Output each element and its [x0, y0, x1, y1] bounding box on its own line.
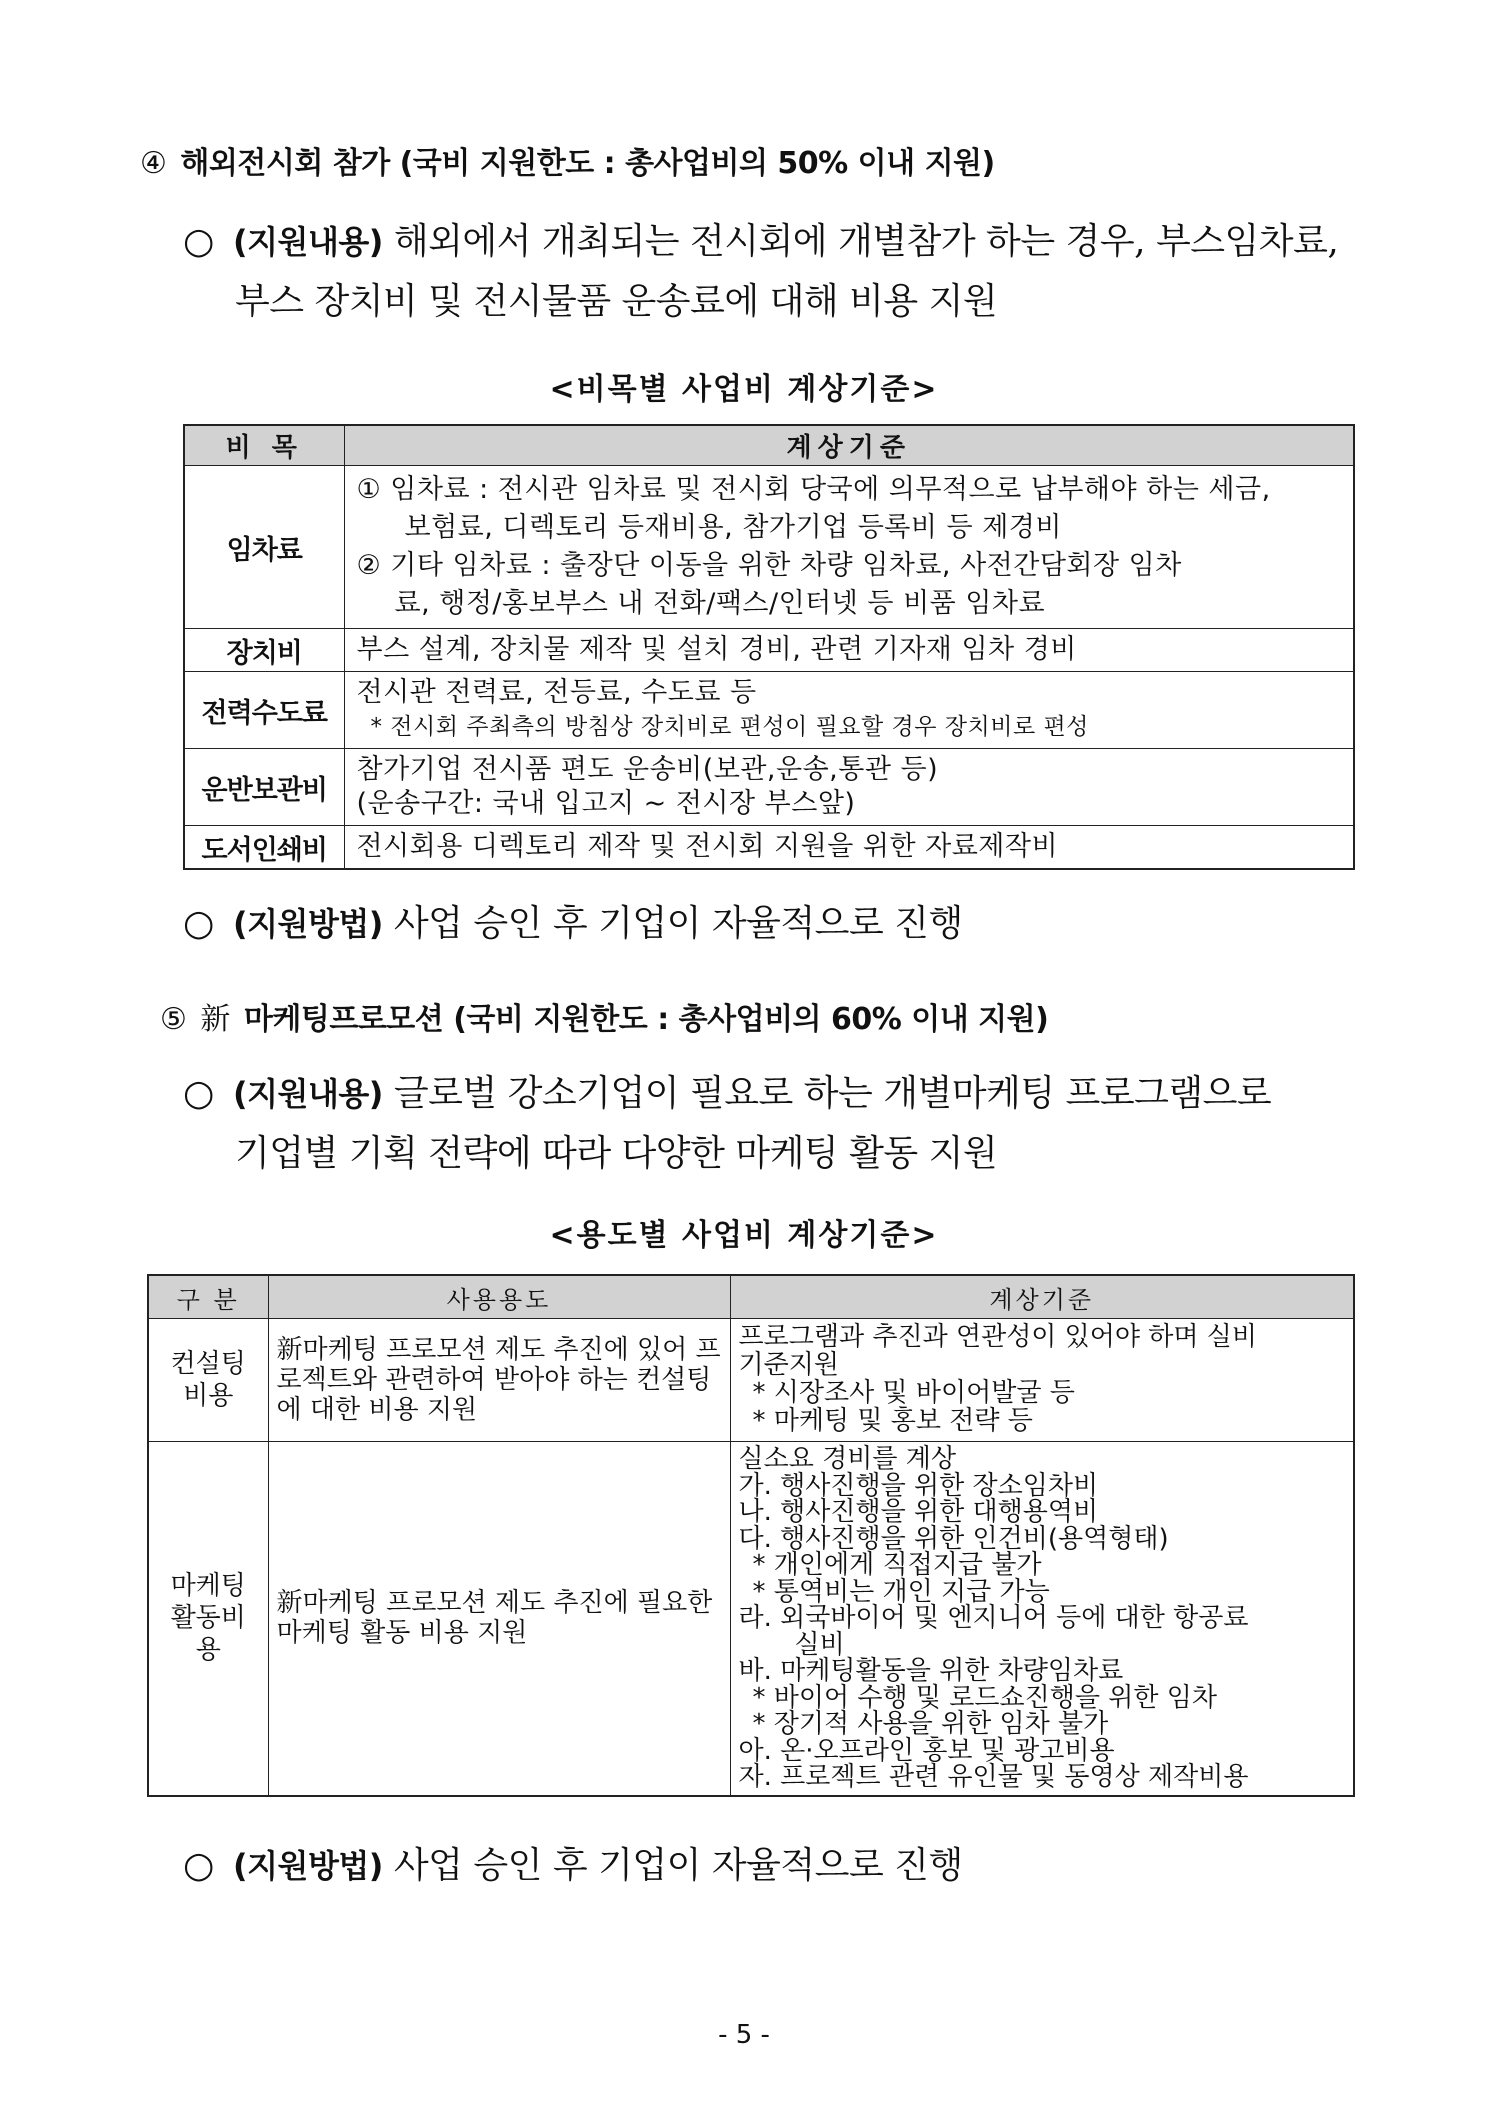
criteria-line: * 개인에게 직접지급 불가 — [752, 1550, 1042, 1580]
row-criteria — [344, 749, 1354, 826]
bullet-label: (지원내용) — [233, 1075, 383, 1113]
criteria-line: 전시회용 디렉토리 제작 및 전시회 지원을 위한 자료제작비 — [356, 831, 1059, 862]
header-cell: 계상기준 — [730, 1275, 1354, 1319]
criteria-line: 프로그램과 추진과 연관성이 있어야 하며 실비 — [738, 1322, 1258, 1352]
section-title: 마케팅프로모션 (국비 지원한도 : 총사업비의 60% 이내 지원) — [243, 1002, 1049, 1037]
criteria-line: ① 임차료 : 전시관 임차료 및 전시회 당국에 의무적으로 납부해야 하는 세금, — [356, 474, 1271, 505]
row-label — [148, 1319, 268, 1442]
header-cell: 구 분 — [148, 1275, 268, 1319]
row-criteria — [344, 672, 1354, 749]
row-criteria — [344, 629, 1354, 672]
table-row — [184, 672, 1354, 749]
criteria-line: 아. 온·오프라인 홍보 및 광고비용 — [738, 1735, 1115, 1766]
criteria-line: 바. 마케팅활동을 위한 차량임차료 — [738, 1656, 1124, 1686]
row-criteria — [730, 1319, 1354, 1442]
section-number: ⑤ — [160, 1002, 187, 1037]
criteria-line: 실비 — [794, 1629, 845, 1660]
bullet-text: 사업 승인 후 기업이 자율적으로 진행 — [393, 903, 963, 944]
table-header-row — [184, 425, 1354, 466]
table-row — [184, 629, 1354, 672]
row-label — [148, 1442, 268, 1796]
header-cell: 비 목 — [184, 425, 344, 466]
section-4-heading — [140, 138, 995, 182]
row-label-line: 용 — [195, 1635, 221, 1666]
table-caption: <비목별 사업비 계상기준> — [549, 372, 939, 407]
row-label-line: 활동비 — [170, 1603, 246, 1634]
row-label: 임차료 — [184, 466, 344, 629]
section-5-heading — [160, 994, 1048, 1038]
bullet-label: (지원방법) — [233, 905, 383, 943]
row-usage: 新마케팅 프로모션 제도 추진에 있어 프로젝트와 관련하여 받아야 하는 컨설팅에 대한 비용 지원 — [268, 1319, 730, 1442]
criteria-line: (운송구간: 국내 입고지 ~ 전시장 부스앞) — [356, 788, 856, 819]
row-criteria — [730, 1442, 1354, 1796]
row-criteria — [344, 466, 1354, 629]
bullet-text: 글로벌 강소기업이 필요로 하는 개별마케팅 프로그램으로 — [393, 1073, 1272, 1114]
page-number: - 5 - — [718, 2020, 770, 2050]
support-method-bullet — [183, 894, 1355, 954]
table-caption: <용도별 사업비 계상기준> — [549, 1218, 939, 1253]
bullet-text: 사업 승인 후 기업이 자율적으로 진행 — [393, 1845, 963, 1886]
table-header-row — [148, 1275, 1354, 1319]
criteria-line: 참가기업 전시품 편도 운송비(보관,운송,통관 등) — [356, 754, 939, 785]
criteria-line: 라. 외국바이어 및 엔지니어 등에 대한 항공료 — [738, 1603, 1249, 1633]
support-method-bullet — [183, 1836, 1355, 1896]
header-cell: 사용용도 — [268, 1275, 730, 1319]
bullet-label: (지원방법) — [233, 1847, 383, 1885]
criteria-line: * 통역비는 개인 지급 가능 — [752, 1576, 1050, 1607]
criteria-line: * 장기적 사용을 위한 임차 불가 — [752, 1709, 1109, 1739]
bullet-mark: ○ — [183, 1073, 214, 1114]
criteria-note: * 전시회 주최측의 방침상 장치비로 편성이 필요할 경우 장치비로 편성 — [370, 714, 1089, 740]
support-content-bullet — [183, 212, 1355, 332]
row-label-line: 마케팅 — [170, 1571, 246, 1602]
header-cell: 계상기준 — [344, 425, 1354, 466]
bullet-text: 해외에서 개최되는 전시회에 개별참가 하는 경우, 부스임차료, — [393, 221, 1339, 262]
row-label: 전력수도료 — [184, 672, 344, 749]
criteria-line: * 바이어 수행 및 로드쇼진행을 위한 임차 — [752, 1682, 1217, 1713]
criteria-line: 부스 설계, 장치물 제작 및 설치 경비, 관련 기자재 임차 경비 — [356, 634, 1077, 665]
criteria-line: 실소요 경비를 계상 — [738, 1444, 956, 1474]
row-label: 도서인쇄비 — [184, 826, 344, 870]
criteria-line: 가. 행사진행을 위한 장소임차비 — [738, 1470, 1099, 1501]
row-label: 운반보관비 — [184, 749, 344, 826]
criteria-line: ② 기타 임차료 : 출장단 이동을 위한 차량 임차료, 사전간담회장 임차 — [356, 550, 1182, 581]
row-usage: 新마케팅 프로모션 제도 추진에 필요한 마케팅 활동 비용 지원 — [268, 1442, 730, 1796]
bullet-text-continued: 기업별 기획 전략에 따라 다양한 마케팅 활동 지원 — [235, 1133, 998, 1174]
bullet-mark: ○ — [183, 221, 214, 262]
bullet-mark: ○ — [183, 1845, 214, 1886]
criteria-line: 전시관 전력료, 전등료, 수도료 등 — [356, 677, 757, 708]
criteria-line: 보험료, 디렉토리 등재비용, 참가기업 등록비 등 제경비 — [404, 512, 1062, 543]
section-title: 해외전시회 참가 (국비 지원한도 : 총사업비의 50% 이내 지원) — [180, 146, 995, 181]
new-mark: 新 — [200, 1002, 230, 1037]
table-row — [148, 1442, 1354, 1796]
table-row — [148, 1319, 1354, 1442]
row-label: 장치비 — [184, 629, 344, 672]
criteria-line: 나. 행사진행을 위한 대행용역비 — [738, 1497, 1099, 1527]
criteria-line: 다. 행사진행을 위한 인건비(용역형태) — [738, 1523, 1169, 1554]
usage-cost-table — [147, 1274, 1355, 1797]
cost-item-table — [183, 424, 1355, 870]
criteria-line: 기준지원 — [738, 1350, 839, 1380]
bullet-label: (지원내용) — [233, 223, 383, 261]
table-row — [184, 826, 1354, 870]
criteria-line: * 마케팅 및 홍보 전략 등 — [752, 1406, 1033, 1436]
bullet-mark: ○ — [183, 903, 214, 944]
row-label-line: 비용 — [183, 1381, 234, 1411]
bullet-text-continued: 부스 장치비 및 전시물품 운송료에 대해 비용 지원 — [235, 281, 998, 322]
row-label-line: 컨설팅 — [170, 1349, 246, 1379]
support-content-bullet — [183, 1064, 1355, 1184]
table-row — [184, 466, 1354, 629]
section-number: ④ — [140, 146, 167, 181]
row-criteria — [344, 826, 1354, 870]
criteria-line: * 시장조사 및 바이어발굴 등 — [752, 1378, 1075, 1408]
criteria-line: 자. 프로젝트 관련 유인물 및 동영상 제작비용 — [738, 1762, 1249, 1792]
table-row — [184, 749, 1354, 826]
criteria-line: 료, 행정/홍보부스 내 전화/팩스/인터넷 등 비품 임차료 — [394, 588, 1046, 619]
